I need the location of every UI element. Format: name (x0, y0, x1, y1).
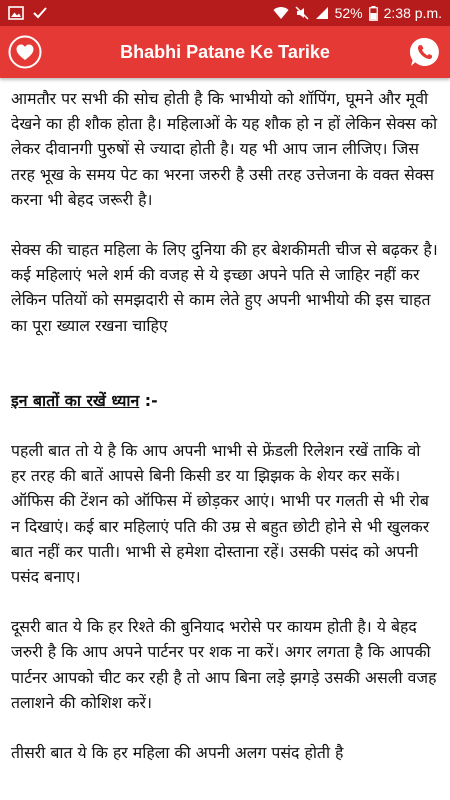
paragraph-3: पहली बात तो ये है कि आप अपनी भाभी से फ्रेंडली रिलेशन रखें ताकि वो हर तरह की बातें आपसे बिनी किसी डर या झिझक के शेयर कर सकें। ऑफिस की टेंशन को ऑफिस में छोड़कर आएं। भाभी पर गलती से भी रोब न दिखाएं। कई बार महिलाएं पति की उम्र से बहुत छोटी होने से भी खुलकर बात नहीं कर पाती। भाभी से हमेशा दोस्ताना रहें। उसकी पसंद को अपनी पसंद बनाए। (11, 441, 430, 587)
whatsapp-share-button[interactable] (406, 34, 444, 70)
section-heading-text: इन बातों का रखें ध्यान (11, 390, 140, 410)
section-heading-tail: :- (139, 390, 158, 410)
favorite-button[interactable] (6, 34, 44, 70)
wifi-icon (273, 6, 289, 20)
heart-icon (8, 35, 42, 69)
check-notification-icon (32, 6, 48, 20)
system-status (273, 5, 442, 21)
notification-icons (8, 6, 48, 20)
article-content (0, 78, 450, 800)
section-heading (11, 388, 440, 413)
app-bar (0, 26, 450, 78)
image-notification-icon (8, 6, 24, 20)
mute-icon (295, 6, 309, 20)
battery-percent: 52% (334, 5, 363, 21)
paragraph-5: तीसरी बात ये कि हर महिला की अपनी अलग पसंद होती है (11, 743, 344, 763)
battery-icon (369, 6, 378, 21)
paragraph-1: आमतौर पर सभी की सोच होती है कि भाभीयो को शॉपिंग, घूमने और मूवी देखने का ही शौक होता है। महिलाओं के यह शौक हो न हों लेकिन सेक्स को लेकर दीवानगी पुरुषों से ज्यादा होती है। यह भी आप जान लीजिए। जिस तरह भूख के समय पेट का भरना जरुरी है उसी तरह उत्तेजना के वक्त सेक्स करना भी बेहद जरूरी है। (11, 89, 438, 209)
whatsapp-icon (408, 35, 442, 69)
paragraph-4: दूसरी बात ये कि हर रिश्ते की बुनियाद भरोसे पर कायम होती है। ये बेहद जरुरी है कि आप अपने पार्टनर पर शक ना करें। अगर लगता है कि आपकी पार्टनर आपको चीट कर रही है तो आप बिना लड़े झगड़े उसकी असली वजह तलाशने की कोशिश करें। (11, 617, 437, 712)
status-bar (0, 0, 450, 26)
page-title: Bhabhi Patane Ke Tarike (120, 41, 330, 62)
signal-icon (315, 6, 329, 20)
paragraph-2: सेक्स की चाहत महिला के लिए दुनिया की हर बेशकीमती चीज से बढ़कर है। कई महिलाएं भले शर्म की वजह से ये इच्छा अपने पति से जाहिर नहीं कर लेकिन पतियों को समझदारी से काम लेते हुए अपनी भाभीयो की इस चाहत का पूरा ख्याल रखना चाहिए (11, 240, 438, 335)
clock: 2:38 p.m. (383, 5, 442, 21)
